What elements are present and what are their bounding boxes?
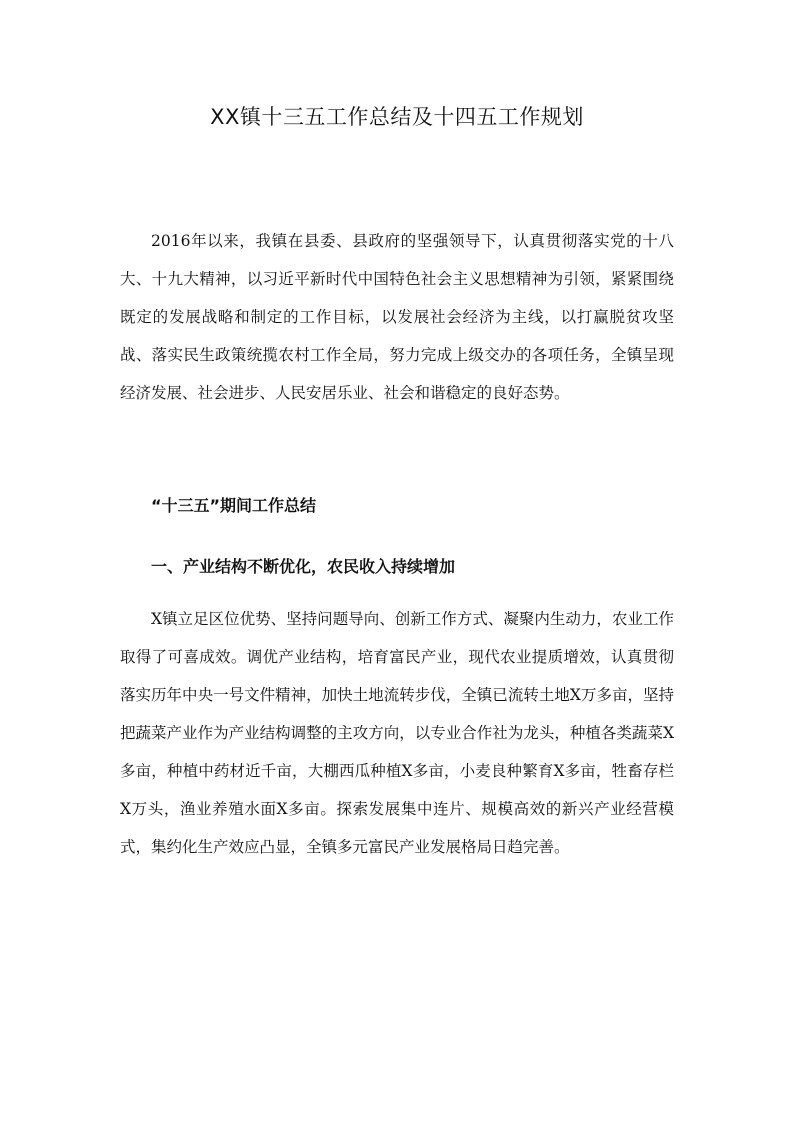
document-title: XX镇十三五工作总结及十四五工作规划 <box>210 105 584 129</box>
intro-paragraph: 2016年以来，我镇在县委、县政府的坚强领导下，认真贯彻落实党的十八大、十九大精神，以习近平新时代中国特色社会主义思想精神为引领，紧紧围绕既定的发展战略和制定的工作目标，以发展社会经济为主线，以打赢脱贫攻坚战、落实民生政策统揽农村工作全局，努力完成上级交办的各项任务，全镇呈现经济发展、社会进步、人民安居乐业、社会和谐稳定的良好态势。 <box>120 232 674 402</box>
subsection-paragraph: X镇立足区位优势、坚持问题导向、创新工作方式、凝聚内生动力，农业工作取得了可喜成效。调优产业结构，培育富民产业，现代农业提质增效，认真贯彻落实历年中央一号文件精神，加快土地流转步伐，全镇已流转土地X万多亩，坚持把蔬菜产业作为产业结构调整的主攻方向，以专业合作社为龙头，种植各类蔬菜X多亩，种植中药材近千亩，大棚西瓜种植X多亩，小麦良种繁育X多亩，牲畜存栏X万头，渔业养殖水面X多亩。探索发展集中连片、规模高效的新兴产业经营模式，集约化生产效应凸显，全镇多元富民产业发展格局日趋完善。 <box>120 610 674 856</box>
section-heading: “十三五”期间工作总结 <box>151 496 317 515</box>
subsection-heading: 一、产业结构不断优化，农民收入持续增加 <box>151 557 456 576</box>
